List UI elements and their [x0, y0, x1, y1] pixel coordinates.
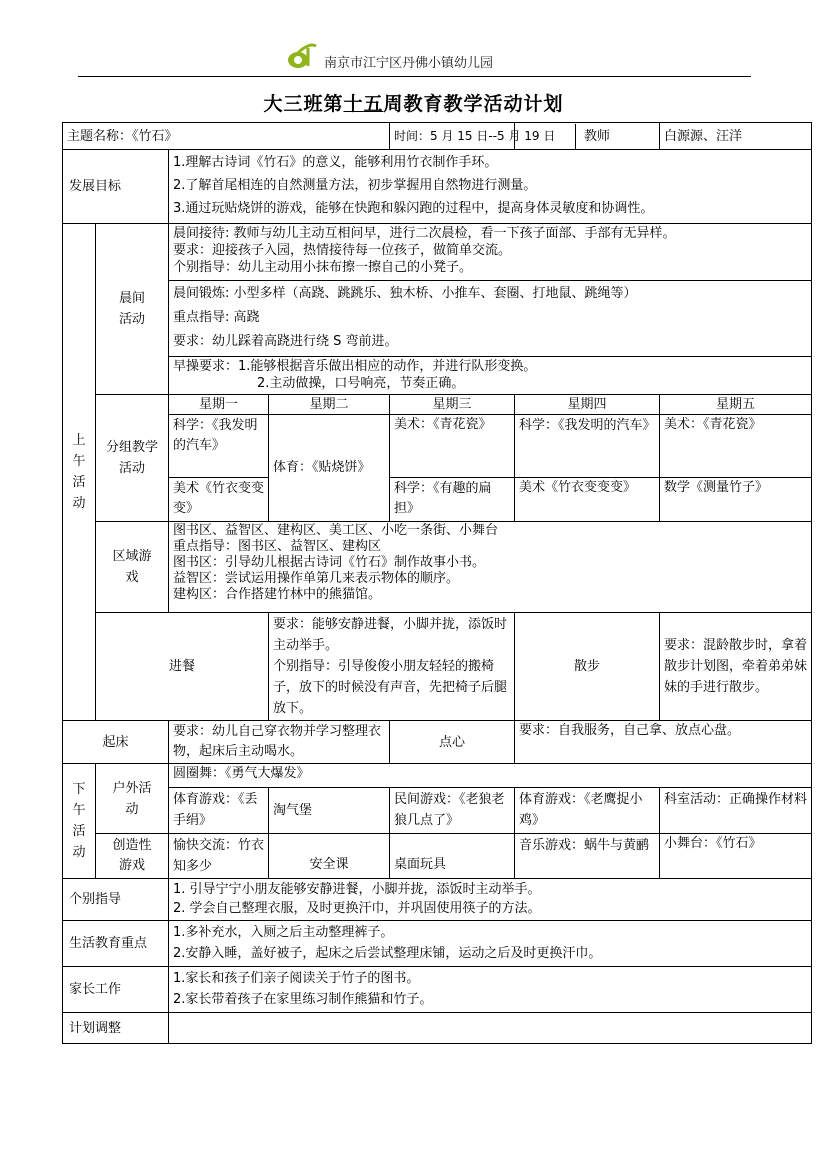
plan-table	[62, 122, 812, 1044]
group-thu-top: 科学：《我发明的汽车》	[515, 415, 660, 478]
outdoor-tue: 淘气堡	[269, 788, 390, 834]
header-divider	[78, 76, 751, 77]
area-games-label: 区域游戏	[96, 522, 169, 613]
afternoon-section-label: 下午活动	[63, 764, 96, 879]
morning-section-label: 上午活动	[63, 224, 96, 721]
goal-item: 3.通过玩贴烧饼的游戏，能够在快跑和躲闪跑的过程中，提高身体灵敏度和协调性。	[173, 201, 654, 216]
day-header-wed: 星期三	[390, 395, 515, 415]
life-education-label: 生活教育重点	[63, 921, 169, 967]
morning-drill	[169, 357, 812, 395]
exercise-line: 晨间锻炼: 小型多样（高跷、跳跳乐、独木桥、小推车、套圈、打地鼠、跳绳等）	[173, 286, 637, 301]
creative-games-label: 创造性游戏	[96, 834, 169, 879]
reception-guidance: 个别指导：幼儿主动用小抹布擦一擦自己的小凳子。	[173, 260, 473, 275]
day-header-fri: 星期五	[660, 395, 812, 415]
meal-guidance: 个别指导：引导俊俊小朋友轻轻的搬椅子，放下的时候没有声音，先把椅子后腿放下。	[273, 659, 508, 716]
meal-label: 进餐	[96, 613, 269, 721]
outdoor-mon: 体育游戏：《丢手绢》	[169, 788, 269, 834]
group-tue: 体育：《贴烧饼》	[269, 415, 390, 522]
guidance-item: 1. 引导宁宁小朋友能够安静进餐，小脚并拢，添饭时主动举手。	[173, 882, 541, 897]
title-suffix: 周教育教学活动计划	[383, 93, 564, 115]
area-line: 图书区：引导幼儿根据古诗词《竹石》制作故事小书。	[173, 555, 486, 570]
goal-item: 2.了解首尾相连的自然测量方法，初步掌握用自然物进行测量。	[173, 178, 537, 193]
creative-tue: 安全课	[269, 834, 390, 879]
walk-content: 要求：混龄散步时，拿着散步计划图，牵着弟弟妹妹的手进行散步。	[660, 613, 812, 721]
group-wed-top: 美术：《青花瓷》	[390, 415, 515, 478]
morning-activity-label: 晨间活动	[96, 224, 169, 395]
exercise-focus: 重点指导: 高跷	[173, 310, 260, 325]
area-games-content	[169, 522, 812, 613]
group-fri-top: 美术：《青花瓷》	[660, 415, 812, 478]
wake-label: 起床	[63, 721, 169, 764]
outdoor-fri: 科室活动：正确操作材料	[660, 788, 812, 834]
life-item: 2.安静入睡，盖好被子，起床之后尝试整理床铺，运动之后及时更换汗巾。	[173, 946, 602, 961]
creative-thu: 音乐游戏：蜗牛与黄鹂	[515, 834, 660, 879]
individual-guidance-content	[169, 879, 812, 921]
creative-wed: 桌面玩具	[390, 834, 515, 879]
area-line: 益智区：尝试运用操作单第几来表示物体的顺序。	[173, 571, 460, 586]
title-prefix: 大三班第	[263, 93, 344, 115]
goals-label: 发展目标	[63, 150, 169, 224]
creative-fri: 小舞台：《竹石》	[660, 834, 812, 879]
teacher-label-cell	[515, 123, 660, 150]
reception-requirement: 要求：迎接孩子入园，热情接待每一位孩子，做简单交流。	[173, 243, 512, 258]
kindergarten-logo-icon	[286, 40, 318, 70]
day-header-mon: 星期一	[169, 395, 269, 415]
plan-adjust-label: 计划调整	[63, 1013, 169, 1044]
day-header-thu: 星期四	[515, 395, 660, 415]
time-cell: 时间：5 月 15 日--5 月 19 日	[390, 123, 515, 150]
snack-content: 要求：自我服务，自己拿、放点心盘。	[515, 721, 812, 764]
outdoor-label: 户外活动	[96, 764, 169, 834]
goals-content	[169, 150, 812, 224]
wake-content: 要求：幼儿自己穿衣物并学习整理衣物，起床后主动喝水。	[169, 721, 390, 764]
goal-item: 1.理解古诗词《竹石》的意义，能够利用竹衣制作手环。	[173, 155, 498, 170]
parent-work-content	[169, 967, 812, 1013]
life-education-content	[169, 921, 812, 967]
meal-content	[269, 613, 515, 721]
group-wed-bottom: 科学：《有趣的扁担》	[390, 478, 515, 522]
morning-exercise	[169, 281, 812, 357]
outdoor-thu: 体育游戏：《老鹰捉小鸡》	[515, 788, 660, 834]
school-name: 南京市江宁区丹佛小镇幼儿园	[324, 56, 494, 71]
plan-adjust-content[interactable]	[169, 1013, 812, 1044]
walk-label: 散步	[515, 613, 660, 721]
drill-line: 2.主动做操，口号响亮，节奏正确。	[257, 376, 465, 391]
group-mon-bottom: 美术《竹衣变变变》	[169, 478, 269, 522]
page-header	[0, 36, 827, 76]
guidance-item: 2. 学会自己整理衣服，及时更换汗巾，并巩固使用筷子的方法。	[173, 901, 541, 916]
group-fri-bottom: 数学《测量竹子》	[660, 478, 812, 522]
group-teaching-label: 分组教学活动	[96, 395, 169, 522]
teacher-names-cell: 白源源、汪洋	[660, 123, 812, 150]
area-line: 重点指导：图书区、益智区、建构区	[173, 539, 382, 554]
area-line: 图书区、益智区、建构区、美工区、小吃一条街、小舞台	[173, 523, 499, 538]
teacher-label: 教师	[575, 124, 610, 149]
group-thu-bottom: 美术《竹衣变变变》	[515, 478, 660, 522]
outdoor-wed: 民间游戏：《老狼老狼几点了》	[390, 788, 515, 834]
reception-line: 晨间接待: 教师与幼儿主动互相问早，进行二次晨检，看一下孩子面部、手部有无异样。	[173, 226, 676, 241]
area-line: 建构区：合作搭建竹林中的熊猫馆。	[173, 587, 382, 602]
group-mon-top: 科学：《我发明的汽车》	[169, 415, 269, 478]
parent-item: 1.家长和孩子们亲子阅读关于竹子的图书。	[173, 971, 420, 986]
title-week: 十五	[343, 93, 384, 115]
morning-reception	[169, 224, 812, 281]
individual-guidance-label: 个别指导	[63, 879, 169, 921]
parent-item: 2.家长带着孩子在家里练习制作熊猫和竹子。	[173, 992, 433, 1007]
teacher-date-end	[515, 124, 575, 149]
circle-dance: 圆圈舞：《勇气大爆发》	[169, 764, 812, 788]
snack-label: 点心	[390, 721, 515, 764]
creative-mon: 愉快交流：竹衣知多少	[169, 834, 269, 879]
meal-requirement: 要求：能够安静进餐，小脚并拢，添饭时主动举手。	[273, 617, 508, 653]
theme-name-cell: 主题名称：《竹石》	[63, 123, 390, 150]
exercise-requirement: 要求：幼儿踩着高跷进行绕 S 弯前进。	[173, 334, 398, 349]
parent-work-label: 家长工作	[63, 967, 169, 1013]
life-item: 1.多补充水，入厕之后主动整理裤子。	[173, 925, 394, 940]
page-title	[0, 89, 827, 116]
day-header-tue: 星期二	[269, 395, 390, 415]
drill-line: 早操要求：1.能够根据音乐做出相应的动作，并进行队形变换。	[173, 359, 537, 374]
